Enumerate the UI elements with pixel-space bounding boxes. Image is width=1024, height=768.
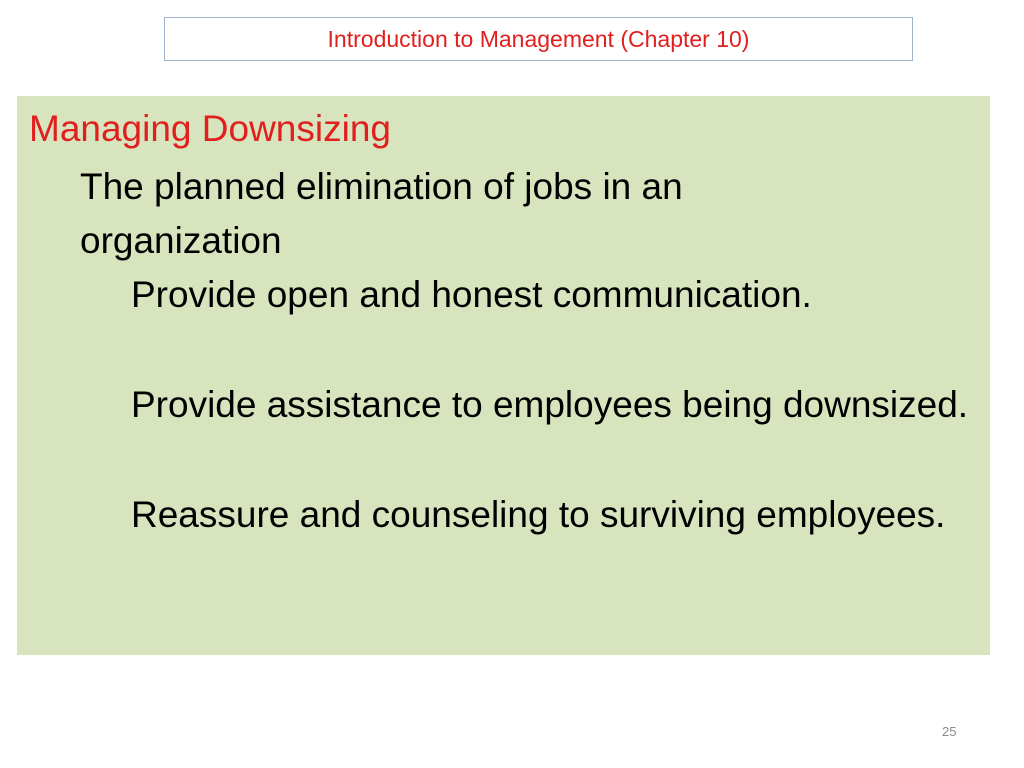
header-title: Introduction to Management (Chapter 10) xyxy=(327,25,750,52)
bullet-list xyxy=(131,268,981,542)
slide-heading: Managing Downsizing xyxy=(29,108,391,149)
bullet-item-communication: Provide open and honest communication. xyxy=(131,274,812,315)
bullet-item-assistance: Provide assistance to employees being downsized. xyxy=(131,384,969,425)
page-number: 25 xyxy=(942,724,957,739)
definition-text: The planned elimination of jobs in an organization xyxy=(80,166,683,261)
header-title-box xyxy=(164,17,913,61)
bullet-item-reassurance: Reassure and counseling to surviving employees. xyxy=(131,494,946,535)
content-panel xyxy=(17,96,990,655)
